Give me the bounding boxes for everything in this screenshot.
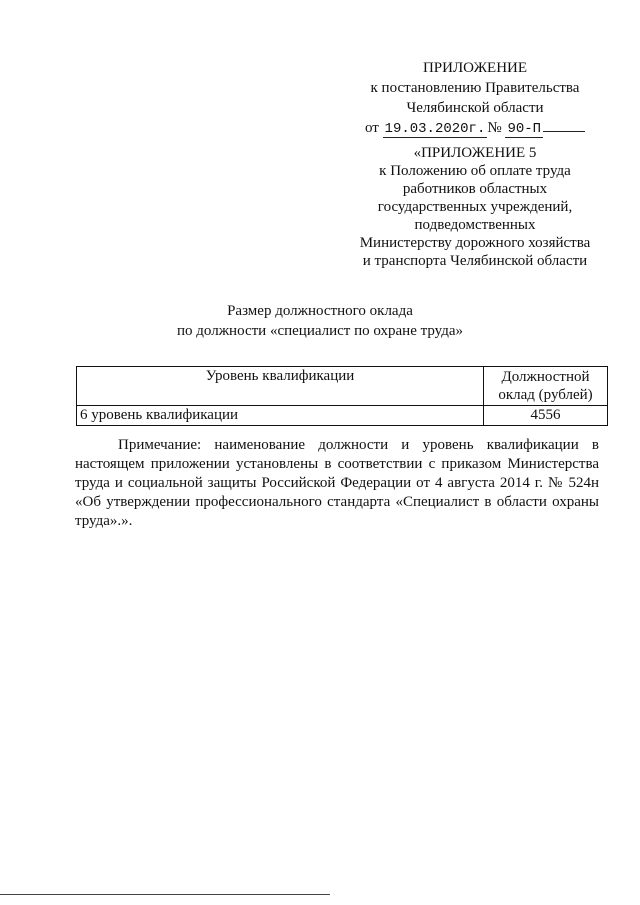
- title-line-1: Размер должностного оклада: [227, 303, 413, 319]
- appendix-line-1: к постановлению Правительства: [370, 80, 580, 96]
- table-row: [77, 406, 608, 426]
- appendix-date-line: [340, 118, 610, 139]
- appendix5-line-4: государственных учреждений,: [377, 199, 573, 215]
- date-value: 19.03.2020г.: [384, 121, 486, 137]
- number-value: 90-П: [507, 121, 542, 137]
- document-title: [60, 301, 580, 341]
- number-prefix: №: [487, 120, 502, 136]
- note-paragraph: Примечание: наименование должности и уровень квалификации в настоящем приложении установлены в соответствии с приказом Министерства труда и социальной защиты Российской Федерации от 4 августа 2014 г. № 524н «Об утверждении профессионального стандарта «Специалист в области охраны труда».».: [75, 437, 599, 529]
- cell-salary: 4556: [484, 406, 608, 426]
- appendix-line-2: Челябинской области: [406, 100, 544, 116]
- appendix5-line-6: Министерству дорожного хозяйства: [359, 235, 591, 251]
- appendix-header: [340, 58, 610, 139]
- appendix5-line-5: подведомственных: [414, 217, 536, 233]
- appendix5-header: [340, 144, 610, 270]
- col-header-salary-line-1: Должностной: [501, 369, 590, 385]
- col-header-level: Уровень квалификации: [77, 367, 484, 406]
- cell-level: 6 уровень квалификации: [77, 406, 484, 426]
- appendix5-line-1: «ПРИЛОЖЕНИЕ 5: [413, 145, 537, 161]
- col-header-salary-line-2: оклад (рублей): [498, 387, 593, 403]
- col-header-salary: [484, 367, 608, 406]
- date-prefix: от: [364, 120, 379, 136]
- number-underline: [543, 131, 585, 132]
- footer-rule: [0, 894, 330, 895]
- appendix5-line-2: к Положению об оплате труда: [379, 163, 571, 179]
- table-header-row: [77, 367, 608, 406]
- appendix5-line-3: работников областных: [402, 181, 548, 197]
- appendix5-line-7: и транспорта Челябинской области: [362, 253, 588, 269]
- title-line-2: по должности «специалист по охране труда»: [177, 323, 463, 339]
- salary-table: [76, 366, 608, 426]
- appendix-title: ПРИЛОЖЕНИЕ: [422, 60, 528, 76]
